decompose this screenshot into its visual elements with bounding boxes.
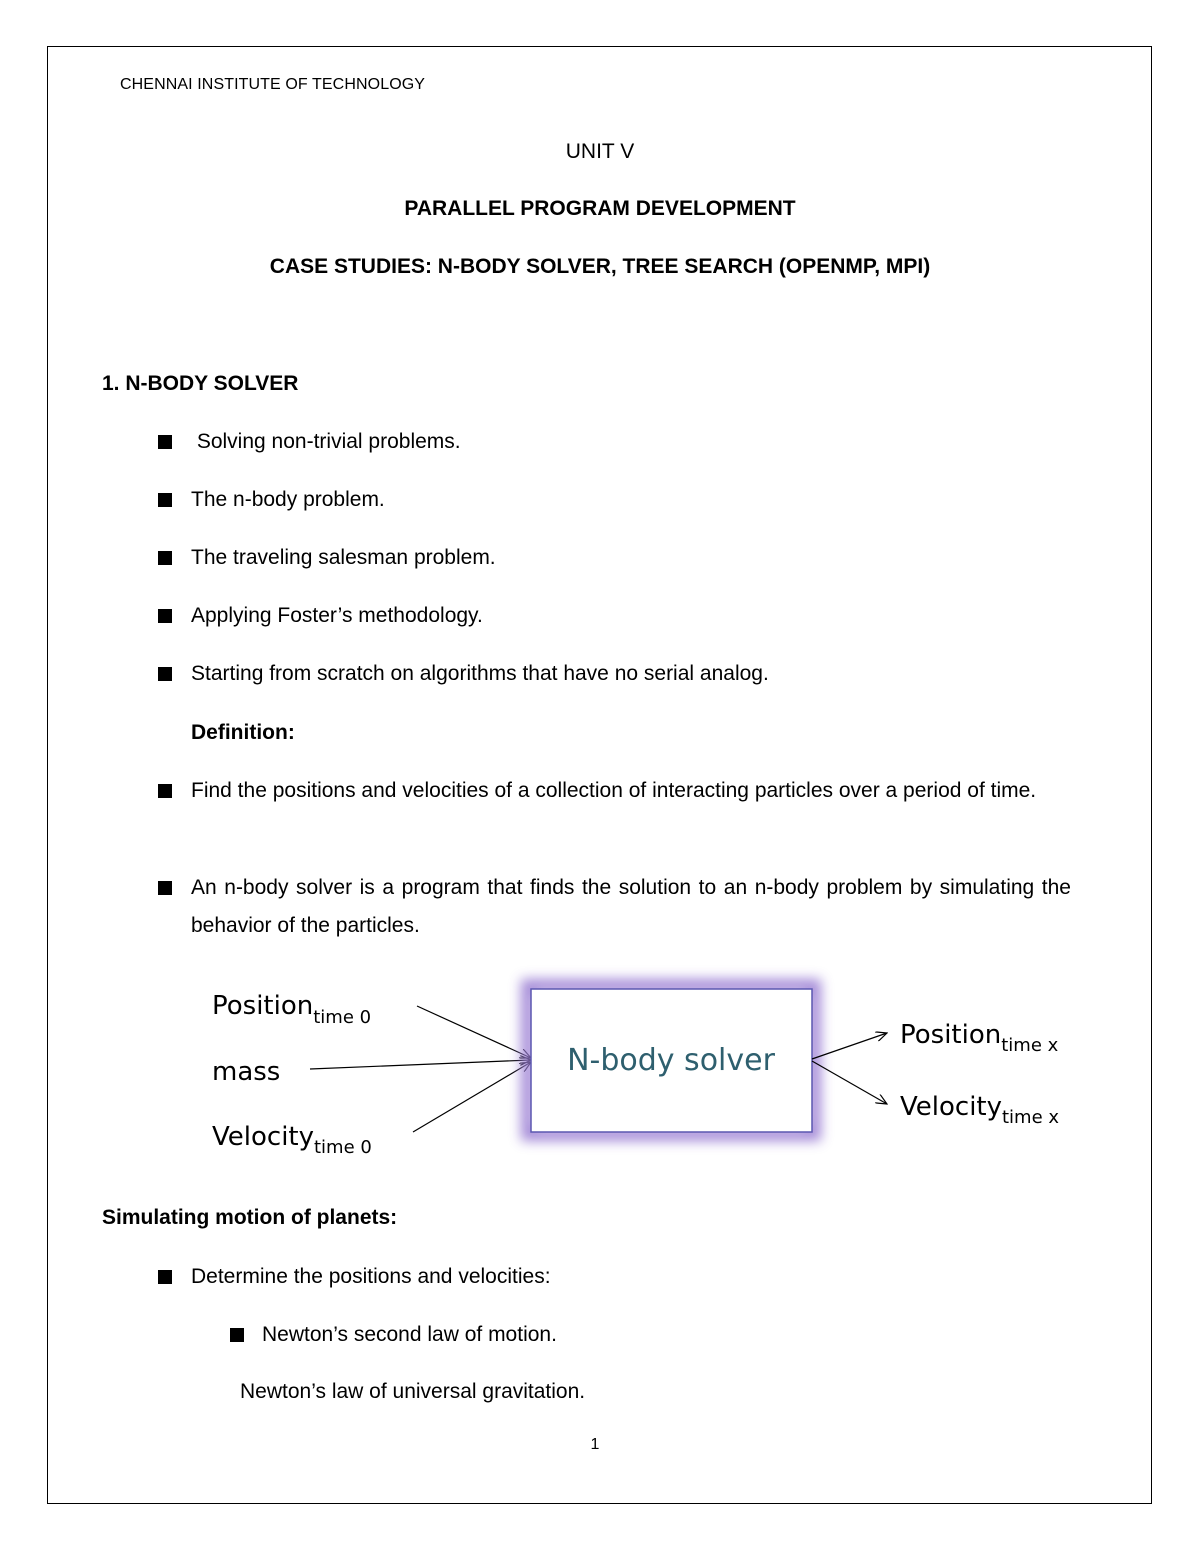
bullet-square-icon (158, 493, 172, 507)
list-item-text: An n-body solver is a program that finds the solution to an n-body problem by simulating the behavior of the particles. (191, 876, 1071, 937)
list-item-text: Determine the positions and velocities: (191, 1265, 551, 1288)
output-velocity-label: Velocity$_{time x}$ (900, 1092, 1060, 1128)
unit-title: UNIT V (565, 140, 635, 163)
bullet-square-icon (158, 667, 172, 681)
bullet-square-icon (158, 881, 172, 895)
arrow-velocity-in (413, 1062, 531, 1132)
sub-list-item-text: Newton’s second law of motion. (262, 1323, 557, 1346)
n-body-solver-diagram (0, 960, 1200, 1160)
list-item-text: Find the positions and velocities of a collection of interacting particles over a period of time. (191, 779, 1037, 802)
list-item-text: The traveling salesman problem. (191, 546, 496, 569)
list-item-text: Starting from scratch on algorithms that have no serial analog. (191, 662, 769, 685)
section-heading-n-body: 1. N-BODY SOLVER (102, 372, 299, 395)
bullet-square-icon (158, 1270, 172, 1284)
solver-box-label: N-body solver (567, 1043, 775, 1078)
input-velocity-label: Velocity$_{time 0}$ (212, 1122, 372, 1158)
arrow-velocity-out (812, 1061, 887, 1104)
institute-header: CHENNAI INSTITUTE OF TECHNOLOGY (120, 76, 426, 93)
arrow-position-in (417, 1006, 531, 1058)
page-number: 1 (590, 1436, 600, 1453)
section-heading-simulating: Simulating motion of planets: (102, 1206, 398, 1229)
definition-label: Definition: (191, 721, 295, 744)
main-title: PARALLEL PROGRAM DEVELOPMENT (404, 197, 796, 220)
bullet-square-icon (158, 435, 172, 449)
arrow-position-out (812, 1033, 887, 1059)
case-studies-title: CASE STUDIES: N-BODY SOLVER, TREE SEARCH (OPENMP, MPI) (269, 255, 931, 278)
bullet-square-icon (158, 551, 172, 565)
list-item-text: Applying Foster’s methodology. (191, 604, 483, 627)
bullet-square-icon (158, 609, 172, 623)
list-item-text: Solving non-trivial problems. (191, 430, 461, 453)
input-mass-label: mass (212, 1057, 281, 1087)
output-position-label: Position$_{time x}$ (900, 1020, 1059, 1056)
bullet-square-icon (158, 784, 172, 798)
list-item-text: The n-body problem. (191, 488, 385, 511)
plain-text-line: Newton’s law of universal gravitation. (240, 1380, 586, 1403)
input-position-label: Position$_{time 0}$ (212, 991, 372, 1028)
bullet-square-icon (230, 1328, 244, 1342)
arrow-mass-in (310, 1060, 531, 1069)
